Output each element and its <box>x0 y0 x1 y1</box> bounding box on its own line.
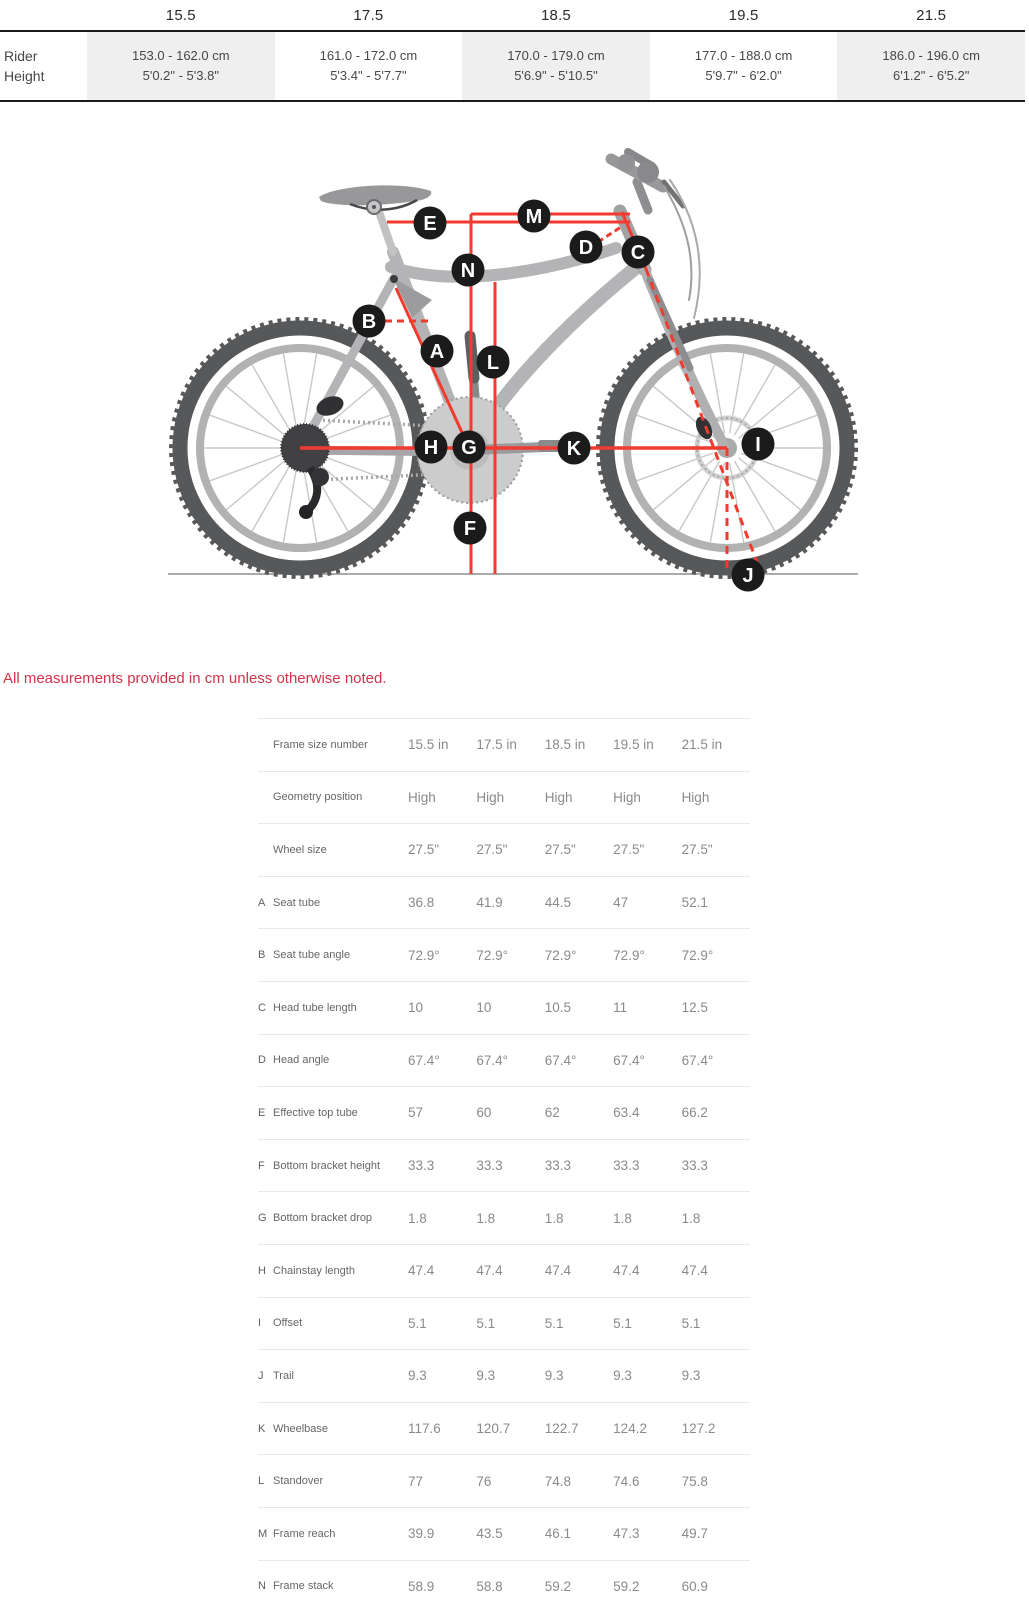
row-value: 27.5" <box>545 842 613 857</box>
row-value: 47 <box>613 895 681 910</box>
geometry-table <box>258 718 750 1612</box>
size-column-header-21.5: 21.5 <box>837 7 1025 24</box>
rider-height-cell-17.5 <box>275 32 463 100</box>
table-row <box>258 1297 750 1350</box>
row-letter: M <box>258 1528 273 1540</box>
row-value: 72.9° <box>545 948 613 963</box>
bike-geometry-diagram <box>0 100 1029 610</box>
row-value: 17.5 in <box>476 737 544 752</box>
row-letter: J <box>258 1370 273 1382</box>
row-value: 77 <box>408 1474 476 1489</box>
marker-letter: C <box>631 242 645 264</box>
row-value: 74.8 <box>545 1474 613 1489</box>
row-value: 49.7 <box>682 1526 750 1541</box>
row-value: 47.4 <box>545 1263 613 1278</box>
rider-height-cell-19.5 <box>650 32 838 100</box>
row-label: Chainstay length <box>273 1265 408 1277</box>
row-label: Trail <box>273 1370 408 1382</box>
row-value: 47.3 <box>613 1526 681 1541</box>
rider-height-cm: 186.0 - 196.0 cm <box>837 46 1025 66</box>
row-letter: N <box>258 1580 273 1592</box>
row-letter: B <box>258 949 273 961</box>
row-letter: K <box>258 1423 273 1435</box>
row-value: 127.2 <box>682 1421 750 1436</box>
marker-letter: A <box>430 341 444 363</box>
row-value: 46.1 <box>545 1526 613 1541</box>
marker-N <box>452 254 485 287</box>
row-value: 1.8 <box>545 1211 613 1226</box>
row-letter: E <box>258 1107 273 1119</box>
row-value: 62 <box>545 1105 613 1120</box>
row-value: 59.2 <box>613 1579 681 1594</box>
row-value: 9.3 <box>476 1368 544 1383</box>
row-value: 9.3 <box>545 1368 613 1383</box>
row-value: 5.1 <box>682 1316 750 1331</box>
line-head-angle-D <box>598 227 621 242</box>
table-row <box>258 823 750 876</box>
table-row <box>258 876 750 929</box>
row-value: 47.4 <box>408 1263 476 1278</box>
row-value: 5.1 <box>613 1316 681 1331</box>
row-label: Standover <box>273 1475 408 1487</box>
row-label: Seat tube angle <box>273 949 408 961</box>
row-value: 9.3 <box>682 1368 750 1383</box>
marker-M <box>518 200 551 233</box>
row-value: 67.4° <box>408 1053 476 1068</box>
row-value: 11 <box>613 1000 681 1015</box>
row-label: Head angle <box>273 1054 408 1066</box>
row-label: Offset <box>273 1317 408 1329</box>
row-value: 15.5 in <box>408 737 476 752</box>
row-value: 33.3 <box>613 1158 681 1173</box>
row-value: 5.1 <box>408 1316 476 1331</box>
marker-D <box>570 231 603 264</box>
row-value: 5.1 <box>545 1316 613 1331</box>
marker-letter: N <box>461 260 475 282</box>
marker-F <box>454 512 487 545</box>
marker-letter: M <box>526 206 543 228</box>
row-letter: L <box>258 1475 273 1487</box>
row-value: 1.8 <box>682 1211 750 1226</box>
table-row <box>258 981 750 1034</box>
marker-G <box>453 431 486 464</box>
row-value: 5.1 <box>476 1316 544 1331</box>
row-value: 59.2 <box>545 1579 613 1594</box>
rider-height-cm: 170.0 - 179.0 cm <box>462 46 650 66</box>
row-value: High <box>613 790 681 805</box>
row-label: Bottom bracket drop <box>273 1212 408 1224</box>
marker-letter: I <box>755 434 761 456</box>
rider-height-cm: 161.0 - 172.0 cm <box>275 46 463 66</box>
row-label: Frame reach <box>273 1528 408 1540</box>
row-value: 10 <box>476 1000 544 1015</box>
row-value: 1.8 <box>408 1211 476 1226</box>
row-value: 10 <box>408 1000 476 1015</box>
table-row <box>258 1034 750 1087</box>
row-label: Effective top tube <box>273 1107 408 1119</box>
table-row <box>258 1139 750 1192</box>
rider-height-label <box>0 32 87 100</box>
table-row <box>258 1507 750 1560</box>
row-value: 58.8 <box>476 1579 544 1594</box>
row-value: 36.8 <box>408 895 476 910</box>
row-value: 72.9° <box>408 948 476 963</box>
size-column-header-17.5: 17.5 <box>275 7 463 24</box>
rider-height-cell-21.5 <box>837 32 1025 100</box>
row-value: High <box>682 790 750 805</box>
table-row <box>258 1349 750 1402</box>
row-value: 67.4° <box>682 1053 750 1068</box>
marker-A <box>421 335 454 368</box>
row-value: High <box>476 790 544 805</box>
row-value: 12.5 <box>682 1000 750 1015</box>
row-value: 43.5 <box>476 1526 544 1541</box>
marker-letter: H <box>424 437 438 459</box>
marker-B <box>353 305 386 338</box>
marker-E <box>414 207 447 240</box>
row-value: 124.2 <box>613 1421 681 1436</box>
row-value: 67.4° <box>476 1053 544 1068</box>
marker-K <box>558 432 591 465</box>
size-column-header-15.5: 15.5 <box>87 7 275 24</box>
rider-height-cell-18.5 <box>462 32 650 100</box>
row-value: 19.5 in <box>613 737 681 752</box>
row-value: 120.7 <box>476 1421 544 1436</box>
row-label: Head tube length <box>273 1002 408 1014</box>
row-value: 33.3 <box>682 1158 750 1173</box>
row-value: 27.5" <box>682 842 750 857</box>
row-value: 63.4 <box>613 1105 681 1120</box>
row-label: Wheel size <box>273 844 408 856</box>
size-body-row <box>0 32 1025 102</box>
row-letter: D <box>258 1054 273 1066</box>
row-label: Bottom bracket height <box>273 1160 408 1172</box>
rider-height-label-line1: Rider <box>4 46 87 66</box>
marker-letter: K <box>567 438 582 460</box>
marker-letter: G <box>461 437 477 459</box>
marker-letter: F <box>464 518 476 540</box>
row-value: 33.3 <box>408 1158 476 1173</box>
row-value: 72.9° <box>476 948 544 963</box>
marker-letter: E <box>423 213 436 235</box>
row-letter: H <box>258 1265 273 1277</box>
row-value: 58.9 <box>408 1579 476 1594</box>
row-value: 27.5" <box>613 842 681 857</box>
row-value: 1.8 <box>476 1211 544 1226</box>
row-letter: C <box>258 1002 273 1014</box>
row-value: 1.8 <box>613 1211 681 1226</box>
row-value: 9.3 <box>613 1368 681 1383</box>
rider-height-ft: 5'9.7" - 6'2.0" <box>650 66 838 86</box>
measurements-note: All measurements provided in cm unless otherwise noted. <box>3 670 387 687</box>
row-value: 33.3 <box>476 1158 544 1173</box>
row-value: High <box>545 790 613 805</box>
row-letter: I <box>258 1317 273 1329</box>
row-value: 27.5" <box>476 842 544 857</box>
size-column-header-19.5: 19.5 <box>650 7 838 24</box>
row-value: 66.2 <box>682 1105 750 1120</box>
row-value: 27.5" <box>408 842 476 857</box>
row-value: 39.9 <box>408 1526 476 1541</box>
row-value: 9.3 <box>408 1368 476 1383</box>
size-header-row <box>0 0 1025 32</box>
marker-letter: L <box>487 352 499 374</box>
row-value: 60.9 <box>682 1579 750 1594</box>
row-label: Geometry position <box>273 791 408 803</box>
row-value: 47.4 <box>682 1263 750 1278</box>
marker-J <box>732 559 765 592</box>
row-label: Seat tube <box>273 897 408 909</box>
table-row <box>258 1191 750 1244</box>
row-letter: F <box>258 1160 273 1172</box>
row-value: 47.4 <box>613 1263 681 1278</box>
row-value: 67.4° <box>613 1053 681 1068</box>
row-value: 60 <box>476 1105 544 1120</box>
table-row <box>258 1402 750 1455</box>
row-value: High <box>408 790 476 805</box>
table-row <box>258 1560 750 1612</box>
table-row <box>258 771 750 824</box>
table-row <box>258 1454 750 1507</box>
row-letter: A <box>258 897 273 909</box>
rider-height-ft: 5'3.4" - 5'7.7" <box>275 66 463 86</box>
row-label: Frame size number <box>273 739 408 751</box>
marker-I <box>742 428 775 461</box>
row-value: 41.9 <box>476 895 544 910</box>
table-row <box>258 1244 750 1297</box>
row-value: 74.6 <box>613 1474 681 1489</box>
row-label: Frame stack <box>273 1580 408 1592</box>
row-value: 10.5 <box>545 1000 613 1015</box>
size-table <box>0 0 1025 102</box>
row-value: 72.9° <box>682 948 750 963</box>
row-value: 44.5 <box>545 895 613 910</box>
marker-letter: D <box>579 237 593 259</box>
row-value: 18.5 in <box>545 737 613 752</box>
saddle <box>319 185 431 214</box>
row-value: 67.4° <box>545 1053 613 1068</box>
rider-height-cm: 153.0 - 162.0 cm <box>87 46 275 66</box>
marker-H <box>415 431 448 464</box>
row-value: 57 <box>408 1105 476 1120</box>
marker-C <box>622 236 655 269</box>
row-value: 47.4 <box>476 1263 544 1278</box>
rider-height-ft: 5'6.9" - 5'10.5" <box>462 66 650 86</box>
table-row <box>258 1086 750 1139</box>
row-value: 75.8 <box>682 1474 750 1489</box>
table-row <box>258 928 750 981</box>
size-column-header-18.5: 18.5 <box>462 7 650 24</box>
row-value: 21.5 in <box>682 737 750 752</box>
table-row <box>258 718 750 771</box>
row-value: 122.7 <box>545 1421 613 1436</box>
rider-height-ft: 6'1.2" - 6'5.2" <box>837 66 1025 86</box>
row-letter: G <box>258 1212 273 1224</box>
row-label: Wheelbase <box>273 1423 408 1435</box>
row-value: 52.1 <box>682 895 750 910</box>
row-value: 76 <box>476 1474 544 1489</box>
row-value: 72.9° <box>613 948 681 963</box>
marker-letter: B <box>362 311 376 333</box>
marker-L <box>477 346 510 379</box>
marker-letter: J <box>742 565 753 587</box>
rider-height-cm: 177.0 - 188.0 cm <box>650 46 838 66</box>
rider-height-cell-15.5 <box>87 32 275 100</box>
rider-height-label-line2: Height <box>4 66 87 86</box>
row-value: 33.3 <box>545 1158 613 1173</box>
rider-height-ft: 5'0.2" - 5'3.8" <box>87 66 275 86</box>
row-value: 117.6 <box>408 1421 476 1436</box>
